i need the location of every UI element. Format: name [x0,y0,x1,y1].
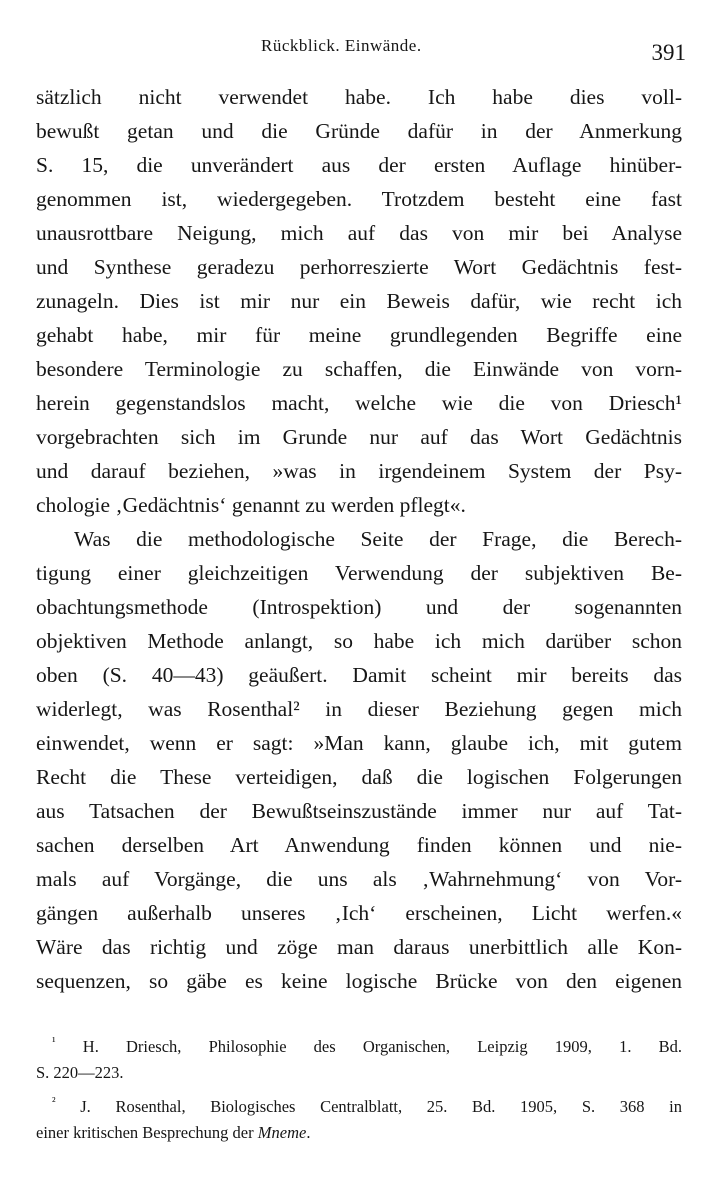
body-line: sätzlich nicht verwendet habe. Ich habe dies voll- [36,85,682,109]
footnote-text: . [306,1123,311,1142]
footnote-1-continuation: S. 220—223. [36,1063,124,1082]
running-head: Rückblick. Einwände. [261,36,422,55]
page-header [36,28,686,68]
body-line: oben (S. 40—43) geäußert. Damit scheint mir bereits das [36,663,682,687]
body-line: obachtungsmethode (Introspektion) und der sogenannten [36,595,682,619]
body-line: aus Tatsachen der Bewußtseinszustände immer nur auf Tat- [36,799,682,823]
footnote-marker: ¹ [52,1034,56,1049]
body-line: zunageln. Dies ist mir nur ein Beweis dafür, wie recht ich [36,289,682,313]
body-line: tigung einer gleichzeitigen Verwendung der subjektiven Be- [36,561,682,585]
body-line: gängen außerhalb unseres ‚Ich‘ erscheinen, Licht werfen.« [36,901,682,925]
body-line: und darauf beziehen, »was in irgendeinem System der Psy- [36,459,682,483]
body-line: S. 15, die unverändert aus der ersten Auflage hinüber- [36,153,682,177]
body-line: genommen ist, wiedergegeben. Trotzdem besteht eine fast [36,187,682,211]
body-line: objektiven Methode anlangt, so habe ich mich darüber schon [36,629,682,653]
body-line: unausrottbare Neigung, mich auf das von mir bei Analyse [36,221,682,245]
page-number: 391 [651,40,686,65]
footnote-2-continuation [36,1122,682,1144]
body-line: mals auf Vorgänge, die uns als ‚Wahrnehmung‘ von Vor- [36,867,682,891]
body-line: besondere Terminologie zu schaffen, die Einwände von vorn- [36,357,682,381]
body-line: vorgebrachten sich im Grunde nur auf das Wort Gedächtnis [36,425,682,449]
body-line: gehabt habe, mir für meine grundlegenden Begriffe eine [36,323,682,347]
footnote-1 [52,1036,682,1058]
body-line: Was die methodologische Seite der Frage, die Berech- [74,527,682,551]
cited-title: Mneme [257,1123,307,1142]
footnote-2 [52,1096,682,1118]
body-line: sachen derselben Art Anwendung finden können und nie- [36,833,682,857]
body-line: sequenzen, so gäbe es keine logische Brücke von den eigenen [36,969,682,993]
footnote-text: J. Rosenthal, Biologisches Centralblatt, 25. Bd. 1905, S. 368 in [80,1097,683,1116]
body-line: herein gegenstandslos macht, welche wie die von Driesch¹ [36,391,682,415]
body-line: bewußt getan und die Gründe dafür in der Anmerkung [36,119,682,143]
body-line: Wäre das richtig und zöge man daraus unerbittlich alle Kon- [36,935,682,959]
body-line: Recht die These verteidigen, daß die logischen Folgerungen [36,765,682,789]
footnote-text: einer kritischen Besprechung der [36,1123,258,1142]
body-line: und Synthese geradezu perhorreszierte Wort Gedächtnis fest- [36,255,682,279]
footnote-marker: ² [52,1094,56,1109]
body-line: widerlegt, was Rosenthal² in dieser Beziehung gegen mich [36,697,682,721]
footnote-text: H. Driesch, Philosophie des Organischen, Leipzig 1909, 1. Bd. [82,1037,682,1056]
body-line: einwendet, wenn er sagt: »Man kann, glaube ich, mit gutem [36,731,682,755]
body-line: chologie ‚Gedächtnis‘ genannt zu werden pflegt«. [36,493,466,517]
